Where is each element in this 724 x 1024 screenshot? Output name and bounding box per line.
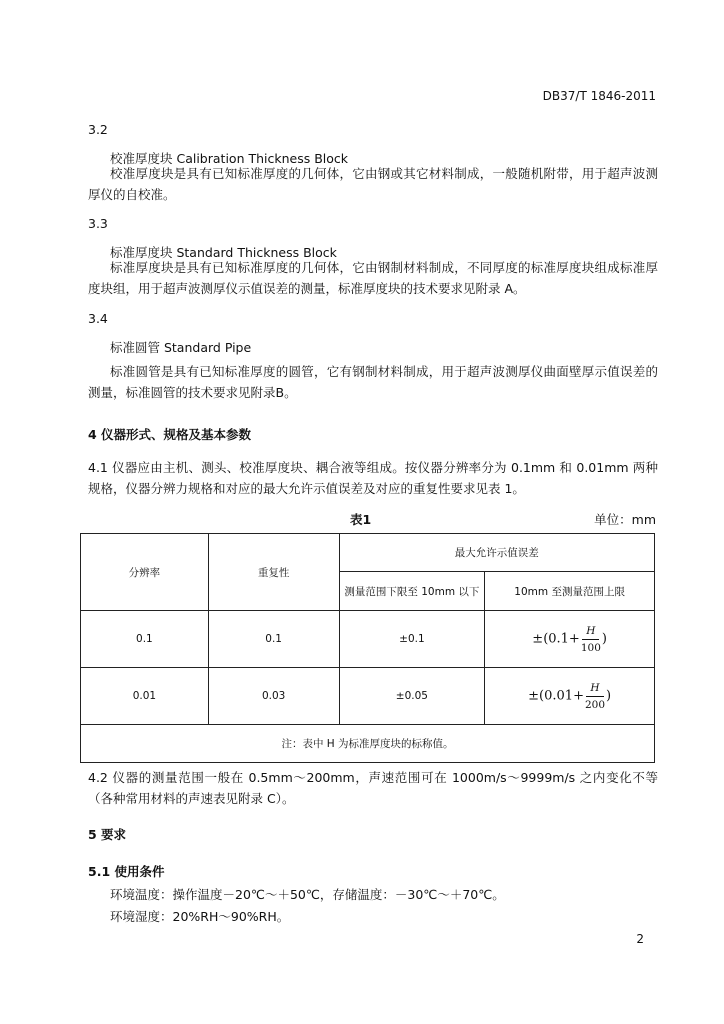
fraction-numerator: H bbox=[582, 623, 599, 640]
header-max-error: 最大允许示值误差 bbox=[339, 534, 654, 572]
cell-error-low: ±0.1 bbox=[339, 611, 485, 668]
header-resolution: 分辨率 bbox=[81, 534, 209, 611]
table-note: 注：表中 H 为标准厚度块的标称值。 bbox=[81, 725, 655, 763]
fraction-denominator: 200 bbox=[584, 698, 606, 711]
clause-3-4-definition: 标准圆管是具有已知标准厚度的圆管，它有钢制材料制成，用于超声波测厚仪曲面壁厚示值误差的测量，标准圆管的技术要求见附录B。 bbox=[88, 364, 658, 400]
clause-4-2-text: 4.2 仪器的测量范围一般在 0.5mm～200mm，声速范围可在 1000m/s～9999m/s 之内变化不等（各种常用材料的声速表见附录 C）。 bbox=[88, 770, 658, 806]
standard-id-header: DB37/T 1846-2011 bbox=[542, 89, 656, 103]
header-repeatability: 重复性 bbox=[208, 534, 339, 611]
cell-error-high bbox=[485, 611, 655, 668]
cell-repeatability: 0.03 bbox=[208, 668, 339, 725]
cell-resolution: 0.1 bbox=[81, 611, 209, 668]
header-range-high: 10mm 至测量范围上限 bbox=[485, 572, 655, 611]
table-row bbox=[81, 611, 655, 668]
formula-prefix: ±(0.01+ bbox=[528, 688, 584, 703]
clause-3-4-term: 标准圆管 Standard Pipe bbox=[110, 340, 252, 355]
clause-3-3-number: 3.3 bbox=[88, 216, 108, 231]
section-5-heading: 5 要求 bbox=[88, 827, 127, 842]
fraction bbox=[581, 623, 601, 656]
clause-3-4-number: 3.4 bbox=[88, 311, 108, 326]
clause-3-2-definition: 校准厚度块是具有已知标准厚度的几何体，它由钢或其它材料制成，一般随机附带，用于超声波测厚仪的自校准。 bbox=[88, 166, 658, 202]
cell-repeatability: 0.1 bbox=[208, 611, 339, 668]
fraction-numerator: H bbox=[586, 680, 603, 697]
fraction bbox=[585, 680, 605, 713]
clause-3-2-term: 校准厚度块 Calibration Thickness Block bbox=[110, 151, 349, 166]
specification-table bbox=[80, 533, 655, 763]
table-caption: 表1 bbox=[350, 512, 372, 527]
temperature-line: 环境温度：操作温度－20℃～＋50℃，存储温度：－30℃～＋70℃。 bbox=[110, 887, 505, 902]
formula-prefix: ±(0.1+ bbox=[532, 631, 580, 646]
humidity-line: 环境湿度：20%RH～90%RH。 bbox=[110, 909, 290, 924]
clause-3-2-number: 3.2 bbox=[88, 122, 108, 137]
clause-4-1-text: 4.1 仪器应由主机、测头、校准厚度块、耦合液等组成。按仪器分辨率分为 0.1mm 和 0.01mm 两种规格，仪器分辨力规格和对应的最大允许示值误差及对应的重复性要求见表 1。 bbox=[88, 460, 658, 496]
clause-3-3-term: 标准厚度块 Standard Thickness Block bbox=[110, 245, 337, 260]
section-4-heading: 4 仪器形式、规格及基本参数 bbox=[88, 427, 252, 442]
header-range-low: 测量范围下限至 10mm 以下 bbox=[339, 572, 485, 611]
table-row bbox=[81, 668, 655, 725]
clause-5-1-heading: 5.1 使用条件 bbox=[88, 864, 165, 879]
formula-suffix: ) bbox=[601, 631, 607, 646]
table-unit: 单位：mm bbox=[594, 512, 656, 527]
fraction-denominator: 100 bbox=[580, 641, 601, 654]
cell-resolution: 0.01 bbox=[81, 668, 209, 725]
clause-3-3-definition: 标准厚度块是具有已知标准厚度的几何体，它由钢制材料制成，不同厚度的标准厚度块组成标准厚度块组，用于超声波测厚仪示值误差的测量，标准厚度块的技术要求见附录 A。 bbox=[88, 260, 658, 296]
conditions-list bbox=[110, 884, 505, 928]
formula-suffix: ) bbox=[606, 688, 612, 703]
cell-error-high bbox=[485, 668, 655, 725]
page-number: 2 bbox=[636, 932, 644, 946]
cell-error-low: ±0.05 bbox=[339, 668, 485, 725]
